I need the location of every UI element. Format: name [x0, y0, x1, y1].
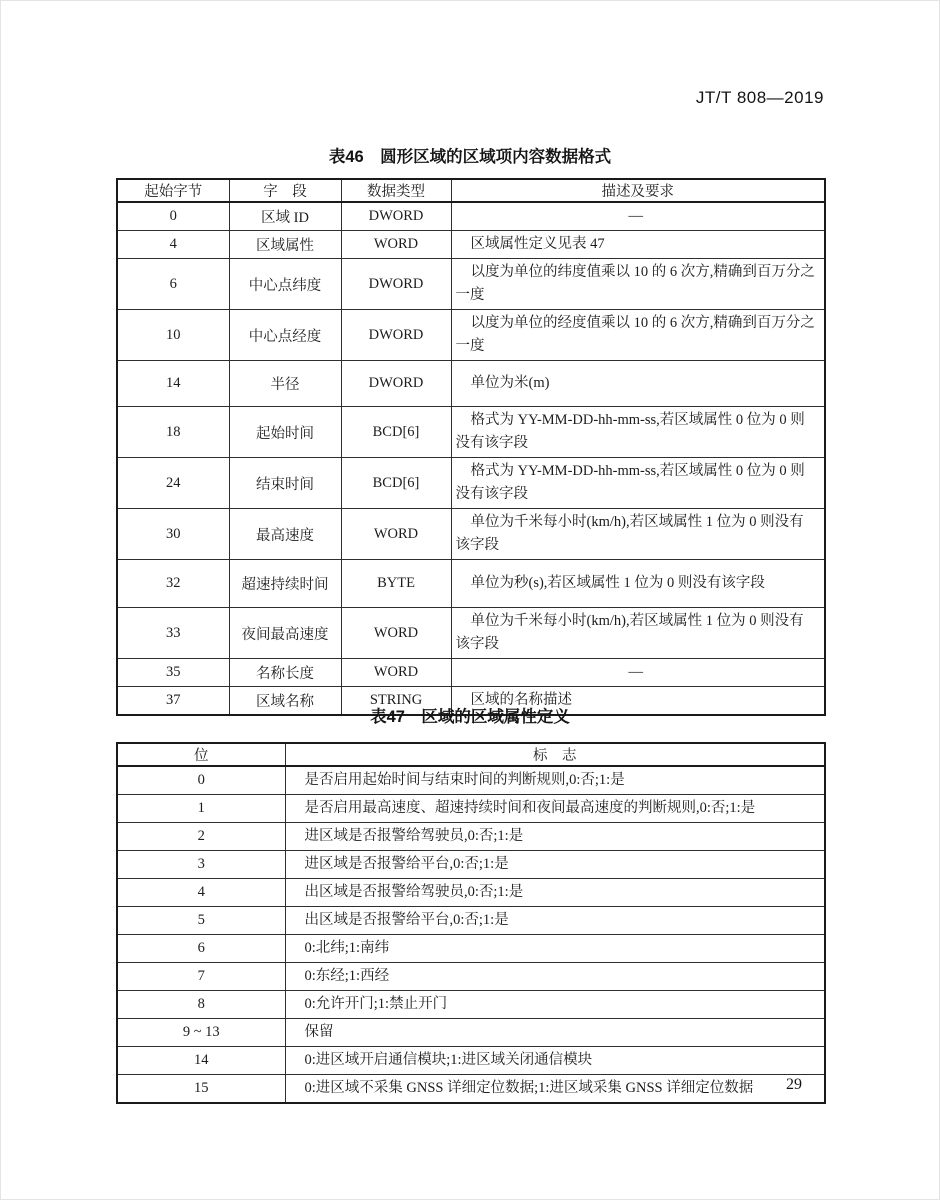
cell-data-type: WORD [341, 509, 451, 560]
table-row [117, 879, 825, 907]
cell-field: 中心点纬度 [229, 259, 341, 310]
table-row [117, 560, 825, 608]
cell-start-byte: 33 [117, 608, 229, 659]
cell-start-byte: 6 [117, 259, 229, 310]
cell-description: 区域的名称描述 [451, 687, 825, 716]
header-description: 描述及要求 [451, 179, 825, 202]
cell-field: 夜间最高速度 [229, 608, 341, 659]
table-row [117, 407, 825, 458]
table-row [117, 202, 825, 231]
cell-data-type: DWORD [341, 202, 451, 231]
header-bit: 位 [117, 743, 285, 766]
cell-flag: 0:东经;1:西经 [285, 963, 825, 991]
cell-description: 单位为米(m) [451, 361, 825, 407]
cell-start-byte: 37 [117, 687, 229, 716]
table-row [117, 259, 825, 310]
header-flag: 标 志 [285, 743, 825, 766]
cell-start-byte: 4 [117, 231, 229, 259]
cell-data-type: WORD [341, 608, 451, 659]
cell-flag: 0:进区域开启通信模块;1:进区域关闭通信模块 [285, 1047, 825, 1075]
cell-description: 以度为单位的经度值乘以 10 的 6 次方,精确到百万分之一度 [451, 310, 825, 361]
table-row [117, 231, 825, 259]
header-field: 字 段 [229, 179, 341, 202]
cell-flag: 保留 [285, 1019, 825, 1047]
table-row [117, 361, 825, 407]
table46-title: 表46 圆形区域的区域项内容数据格式 [328, 148, 612, 166]
cell-flag: 进区域是否报警给驾驶员,0:否;1:是 [285, 823, 825, 851]
table-row [117, 509, 825, 560]
cell-start-byte: 24 [117, 458, 229, 509]
cell-description: 单位为秒(s),若区域属性 1 位为 0 则没有该字段 [451, 560, 825, 608]
cell-bit: 0 [117, 766, 285, 795]
cell-data-type: STRING [341, 687, 451, 716]
table-row [117, 1047, 825, 1075]
cell-bit: 8 [117, 991, 285, 1019]
cell-start-byte: 35 [117, 659, 229, 687]
cell-field: 区域属性 [229, 231, 341, 259]
cell-bit: 9 ~ 13 [117, 1019, 285, 1047]
table-row [117, 991, 825, 1019]
cell-data-type: BCD[6] [341, 458, 451, 509]
table-row [117, 823, 825, 851]
page-number: 29 [786, 1076, 802, 1093]
standard-number: JT/T 808—2019 [695, 88, 824, 107]
table46-header-row [117, 179, 825, 202]
cell-description: — [451, 202, 825, 231]
table47-region-attribute-definition [116, 742, 826, 1104]
header-data-type: 数据类型 [341, 179, 451, 202]
cell-data-type: WORD [341, 659, 451, 687]
cell-bit: 5 [117, 907, 285, 935]
table-row [117, 659, 825, 687]
cell-bit: 6 [117, 935, 285, 963]
cell-description: 格式为 YY-MM-DD-hh-mm-ss,若区域属性 0 位为 0 则没有该字段 [451, 458, 825, 509]
table-row [117, 1075, 825, 1104]
cell-start-byte: 10 [117, 310, 229, 361]
header-start-byte: 起始字节 [117, 179, 229, 202]
table47-header-row [117, 743, 825, 766]
cell-start-byte: 0 [117, 202, 229, 231]
table-row [117, 310, 825, 361]
table-row [117, 963, 825, 991]
cell-flag: 出区域是否报警给驾驶员,0:否;1:是 [285, 879, 825, 907]
table-row [117, 1019, 825, 1047]
cell-start-byte: 30 [117, 509, 229, 560]
cell-start-byte: 18 [117, 407, 229, 458]
cell-field: 中心点经度 [229, 310, 341, 361]
cell-data-type: DWORD [341, 259, 451, 310]
cell-bit: 7 [117, 963, 285, 991]
table47-title: 表47 区域的区域属性定义 [370, 708, 570, 726]
cell-field: 区域 ID [229, 202, 341, 231]
cell-description: 格式为 YY-MM-DD-hh-mm-ss,若区域属性 0 位为 0 则没有该字段 [451, 407, 825, 458]
cell-description: — [451, 659, 825, 687]
cell-data-type: BYTE [341, 560, 451, 608]
cell-bit: 14 [117, 1047, 285, 1075]
cell-flag: 出区域是否报警给平台,0:否;1:是 [285, 907, 825, 935]
cell-description: 单位为千米每小时(km/h),若区域属性 1 位为 0 则没有该字段 [451, 608, 825, 659]
cell-bit: 15 [117, 1075, 285, 1104]
table-row [117, 935, 825, 963]
cell-field: 超速持续时间 [229, 560, 341, 608]
table-row [117, 907, 825, 935]
cell-data-type: BCD[6] [341, 407, 451, 458]
cell-data-type: DWORD [341, 361, 451, 407]
table-row [117, 458, 825, 509]
cell-bit: 3 [117, 851, 285, 879]
cell-bit: 4 [117, 879, 285, 907]
cell-field: 结束时间 [229, 458, 341, 509]
cell-field: 起始时间 [229, 407, 341, 458]
table-row [117, 608, 825, 659]
table-row [117, 851, 825, 879]
cell-description: 区域属性定义见表 47 [451, 231, 825, 259]
table-row [117, 766, 825, 795]
cell-flag: 0:允许开门;1:禁止开门 [285, 991, 825, 1019]
table-row [117, 795, 825, 823]
cell-start-byte: 14 [117, 361, 229, 407]
cell-field: 半径 [229, 361, 341, 407]
cell-data-type: DWORD [341, 310, 451, 361]
cell-bit: 2 [117, 823, 285, 851]
cell-field: 名称长度 [229, 659, 341, 687]
cell-field: 区域名称 [229, 687, 341, 716]
cell-flag: 进区域是否报警给平台,0:否;1:是 [285, 851, 825, 879]
cell-start-byte: 32 [117, 560, 229, 608]
cell-flag: 是否启用起始时间与结束时间的判断规则,0:否;1:是 [285, 766, 825, 795]
cell-flag: 是否启用最高速度、超速持续时间和夜间最高速度的判断规则,0:否;1:是 [285, 795, 825, 823]
cell-description: 单位为千米每小时(km/h),若区域属性 1 位为 0 则没有该字段 [451, 509, 825, 560]
cell-field: 最高速度 [229, 509, 341, 560]
table46-circular-region-format [116, 178, 826, 716]
cell-bit: 1 [117, 795, 285, 823]
cell-data-type: WORD [341, 231, 451, 259]
cell-flag: 0:进区域不采集 GNSS 详细定位数据;1:进区域采集 GNSS 详细定位数据 [285, 1075, 825, 1104]
cell-description: 以度为单位的纬度值乘以 10 的 6 次方,精确到百万分之一度 [451, 259, 825, 310]
cell-flag: 0:北纬;1:南纬 [285, 935, 825, 963]
